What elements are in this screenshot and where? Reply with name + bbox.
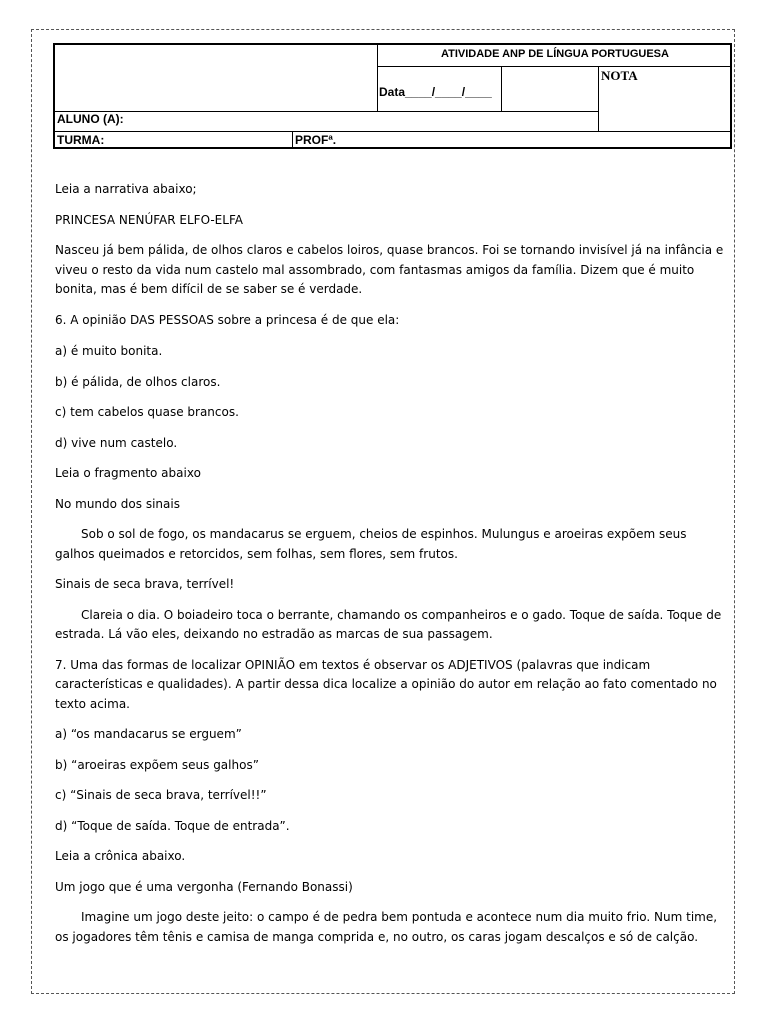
narrative-text: Nasceu já bem pálida, de olhos claros e cabelos loiros, quase brancos. Foi se tornando invisível já na infância e viveu o resto da vida num castelo mal assombrado, com fantasmas amigos da família. Dizem que é muito bonita, mas é bem difícil de se saber se é verdade.: [55, 243, 724, 296]
table-divider: [377, 45, 378, 112]
text-title: No mundo dos sinais: [55, 496, 180, 511]
fragment-exclamation: Sinais de seca brava, terrível!: [55, 577, 235, 591]
document-body: [55, 180, 725, 958]
question-7: 7. Uma das formas de localizar OPINIÃO em textos é observar os ADJETIVOS (palavras que indicam características e qualidades). A partir dessa dica localize a opinião do autor em relação ao fato comentado no texto acima.: [55, 657, 717, 711]
text-title: Um jogo que é uma vergonha (Fernando Bonassi): [55, 879, 353, 894]
date-field: Data____/____/____: [379, 85, 492, 99]
option-b: b) “aroeiras expõem seus galhos”: [55, 757, 259, 772]
header-table: [53, 43, 732, 149]
option-a: a) é muito bonita.: [55, 344, 163, 358]
student-name-label: ALUNO (A):: [57, 112, 124, 126]
activity-title: ATIVIDADE ANP DE LÍNGUA PORTUGUESA: [441, 48, 669, 60]
option-b: b) é pálida, de olhos claros.: [55, 374, 221, 389]
table-divider: [377, 66, 730, 67]
chronicle-paragraph: Imagine um jogo deste jeito: o campo é de pedra bem pontuda e acontece num dia muito frio. Num time, os jogadores têm tênis e camisa de manga comprida e, no outro, os caras jogam descalços e só de calção.: [55, 910, 718, 944]
fragment-paragraph: Clareia o dia. O boiadeiro toca o berrante, chamando os companheiros e o gado. Toque de saída. Toque de estrada. Lá vão eles, deixando no estradão as marcas de sua passagem.: [55, 607, 722, 641]
teacher-label: PROFª.: [295, 133, 337, 147]
table-divider: [598, 66, 599, 132]
option-a: a) “os mandacarus se erguem”: [55, 727, 242, 741]
option-c: c) “Sinais de seca brava, terrível!!”: [55, 788, 267, 802]
instruction: Leia o fragmento abaixo: [55, 466, 201, 480]
fragment-paragraph: Sob o sol de fogo, os mandacarus se erguem, cheios de espinhos. Mulungus e aroeiras expõem seus galhos queimados e retorcidos, sem folhas, sem flores, sem frutos.: [55, 527, 687, 561]
text-title: PRINCESA NENÚFAR ELFO-ELFA: [55, 212, 243, 227]
table-divider: [55, 111, 599, 112]
option-c: c) tem cabelos quase brancos.: [55, 405, 239, 419]
instruction: Leia a narrativa abaixo;: [55, 182, 197, 196]
question-6: 6. A opinião DAS PESSOAS sobre a princesa é de que ela:: [55, 312, 400, 327]
option-d: d) vive num castelo.: [55, 435, 178, 450]
grade-label: NOTA: [601, 68, 638, 83]
class-label: TURMA:: [57, 133, 105, 147]
option-d: d) “Toque de saída. Toque de entrada”.: [55, 818, 290, 833]
instruction: Leia a crônica abaixo.: [55, 849, 186, 863]
table-divider: [292, 131, 293, 147]
table-divider: [501, 66, 502, 112]
table-divider: [55, 131, 730, 132]
